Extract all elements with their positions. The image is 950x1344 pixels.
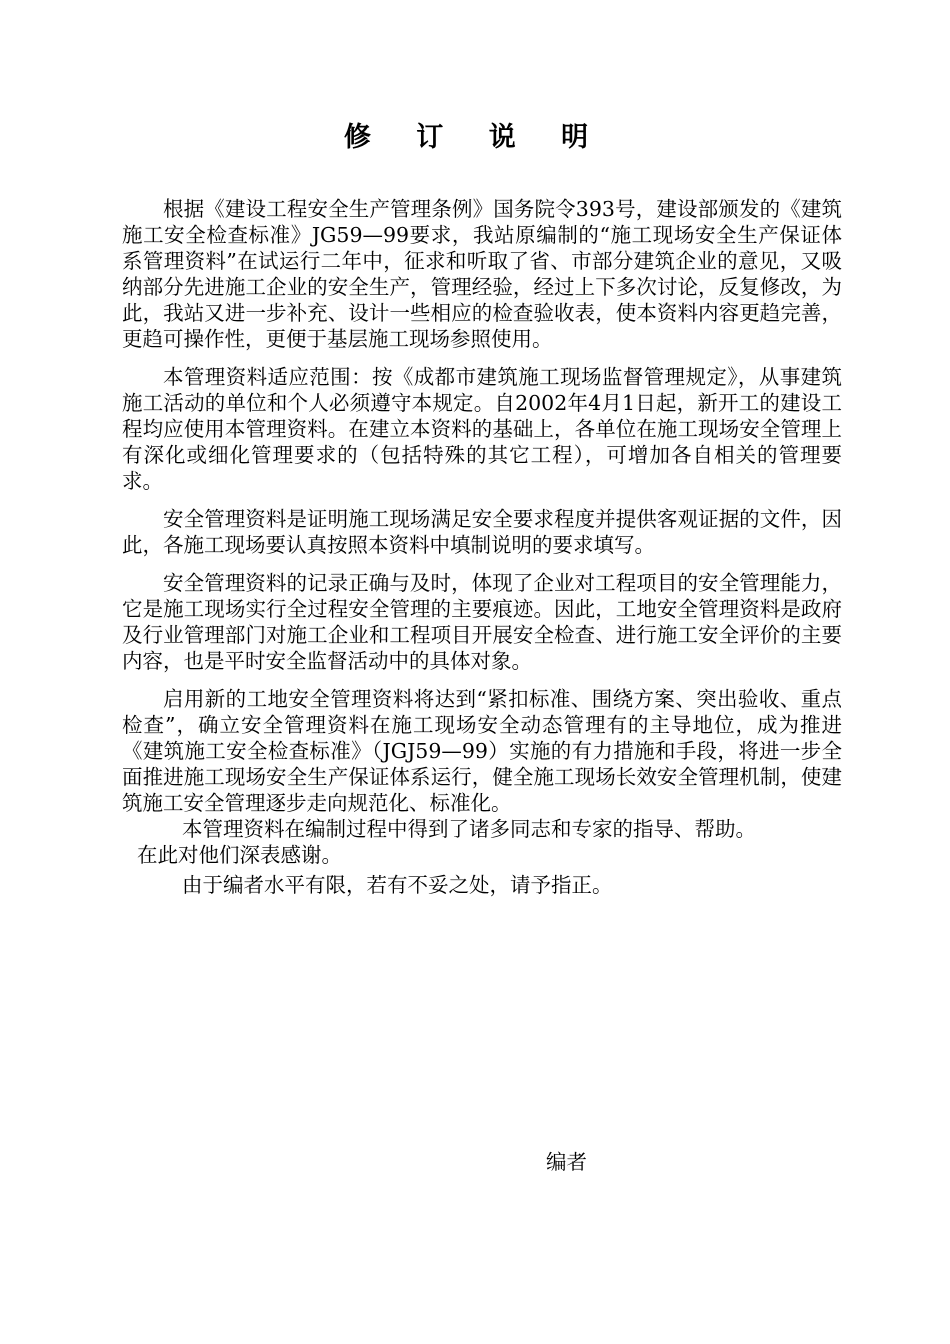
signature: 编者 xyxy=(546,1150,587,1174)
paragraph-4: 安全管理资料的记录正确与及时，体现了企业对工程项目的安全管理能力，它是施工现场实行全过程安全管理的主要痕迹。因此，工地安全管理资料是政府及行业管理部门对施工企业和工程项目开展安全检查、进行施工安全评价的主要内容，也是平时安全监督活动中的具体对象。 xyxy=(122,571,842,673)
page-title: 修 订 说 明 xyxy=(343,122,607,153)
paragraph-5: 启用新的工地安全管理资料将达到“紧扣标准、围绕方案、突出验收、重点检查”，确立安全管理资料在施工现场安全动态管理有的主导地位，成为推进《建筑施工安全检查标准》（JGJ59—99）实施的有力措施和手段，将进一步全面推进施工现场安全生产保证体系运行，健全施工现场长效安全管理机制，使建筑施工安全管理逐步走向规范化、标准化。 xyxy=(122,687,842,815)
closing-note: 由于编者水平有限，若有不妥之处，请予指正。 xyxy=(182,873,613,897)
paragraph-1: 根据《建设工程安全生产管理条例》国务院令393号，建设部颁发的《建筑施工安全检查标准》JG59—99要求，我站原编制的“施工现场安全生产保证体系管理资料”在试运行二年中，征求和听取了省、市部分建筑企业的意见，又吸纳部分先进施工企业的安全生产，管理经验，经过上下多次讨论，反复修改，为此，我站又进一步补充、设计一些相应的检查验收表，使本资料内容更趋完善，更趋可操作性，更便于基层施工现场参照使用。 xyxy=(122,197,842,351)
acknowledgement-line-2: 在此对他们深表感谢。 xyxy=(137,843,342,867)
paragraph-3: 安全管理资料是证明施工现场满足安全要求程度并提供客观证据的文件，因此，各施工现场要认真按照本资料中填制说明的要求填写。 xyxy=(122,507,842,557)
document-body xyxy=(122,196,842,910)
acknowledgement-line-1: 本管理资料在编制过程中得到了诸多同志和专家的指导、帮助。 xyxy=(182,817,756,841)
paragraph-2: 本管理资料适应范围：按《成都市建筑施工现场监督管理规定》，从事建筑施工活动的单位和个人必须遵守本规定。自2002年4月1日起，新开工的建设工程均应使用本管理资料。在建立本资料的基础上，各单位在施工现场安全管理上有深化或细化管理要求的（包括特殊的其它工程），可增加各自相关的管理要求。 xyxy=(122,365,842,493)
